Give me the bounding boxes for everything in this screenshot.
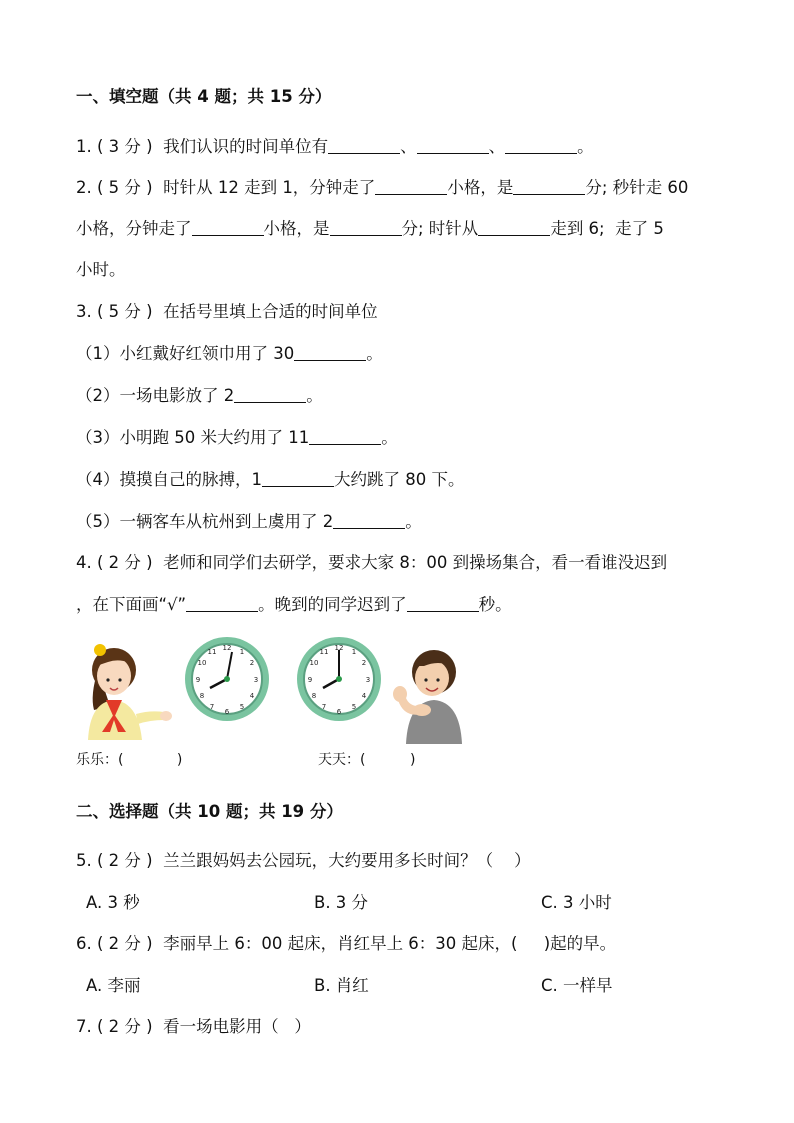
- section2-title: 二、选择题（共 10 题；共 19 分）: [76, 802, 343, 821]
- svg-text:9: 9: [195, 676, 201, 684]
- answer-blank[interactable]: [309, 428, 381, 445]
- svg-text:6: 6: [224, 708, 230, 716]
- caption-tiantian: 天天：( ): [318, 752, 416, 768]
- question-3-head: 3. ( 5 分 ) 在括号里填上合适的时间单位: [76, 302, 378, 321]
- answer-blank[interactable]: [330, 219, 402, 236]
- option-c[interactable]: C. 一样早: [541, 976, 613, 995]
- answer-blank[interactable]: [417, 137, 489, 154]
- answer-blank[interactable]: [262, 470, 334, 487]
- svg-text:8: 8: [311, 692, 317, 700]
- answer-blank[interactable]: [186, 595, 258, 612]
- answer-blank[interactable]: [192, 219, 264, 236]
- question-3-item-2: （2）一场电影放了 2 。: [76, 386, 323, 405]
- svg-text:5: 5: [239, 703, 245, 711]
- svg-text:11: 11: [319, 648, 329, 656]
- question-6: 6. ( 2 分 ) 李丽早上 6：00 起床，肖红早上 6：30 起床，( )起的早。: [76, 934, 617, 953]
- svg-text:3: 3: [253, 676, 259, 684]
- svg-text:4: 4: [249, 692, 255, 700]
- question-5: 5. ( 2 分 ) 兰兰跟妈妈去公园玩，大约要用多长时间？（ ）: [76, 851, 531, 870]
- question-3-item-5: （5）一辆客车从杭州到上虞用了 2 。: [76, 512, 422, 531]
- svg-text:11: 11: [207, 648, 217, 656]
- question-3-item-3: （3）小明跑 50 米大约用了 11 。: [76, 428, 398, 447]
- question-4-line-2: ，在下面画“√” 。晚到的同学迟到了 秒。: [76, 595, 512, 614]
- question-1: 1. ( 3 分 ) 我们认识的时间单位有 、 、 。: [76, 137, 594, 156]
- boy-illustration: [392, 644, 466, 744]
- svg-text:10: 10: [197, 659, 207, 667]
- option-b[interactable]: B. 3 分: [314, 893, 369, 912]
- answer-blank[interactable]: [328, 137, 400, 154]
- question-2-line-1: 2. ( 5 分 ) 时针从 12 走到 1，分钟走了 小格，是 分; 秒针走 60: [76, 178, 689, 197]
- option-a[interactable]: A. 李丽: [86, 976, 141, 995]
- section1-title: 一、填空题（共 4 题；共 15 分）: [76, 87, 332, 106]
- option-c[interactable]: C. 3 小时: [541, 893, 612, 912]
- answer-blank[interactable]: [294, 344, 366, 361]
- question-3-item-1: （1）小红戴好红领巾用了 30 。: [76, 344, 383, 363]
- svg-text:12: 12: [334, 644, 344, 652]
- svg-text:2: 2: [249, 659, 255, 667]
- answer-blank[interactable]: [478, 219, 550, 236]
- svg-text:9: 9: [307, 676, 313, 684]
- option-a[interactable]: A. 3 秒: [86, 893, 140, 912]
- answer-blank[interactable]: [375, 178, 447, 195]
- question-2-line-3: 小时。: [76, 260, 126, 279]
- clock-left-icon: [184, 636, 270, 722]
- girl-illustration: [80, 640, 172, 742]
- option-b[interactable]: B. 肖红: [314, 976, 369, 995]
- answer-blank[interactable]: [505, 137, 577, 154]
- svg-text:1: 1: [239, 648, 245, 656]
- svg-text:2: 2: [361, 659, 367, 667]
- svg-text:7: 7: [209, 703, 215, 711]
- svg-text:5: 5: [351, 703, 357, 711]
- svg-text:3: 3: [365, 676, 371, 684]
- svg-text:7: 7: [321, 703, 327, 711]
- answer-blank[interactable]: [234, 386, 306, 403]
- question-7: 7. ( 2 分 ) 看一场电影用（ ）: [76, 1017, 311, 1036]
- answer-blank[interactable]: [333, 512, 405, 529]
- caption-lele: 乐乐：( ): [76, 752, 183, 768]
- svg-text:1: 1: [351, 648, 357, 656]
- question-2-line-2: 小格，分钟走了 小格，是 分; 时针从 走到 6; 走了 5: [76, 219, 664, 238]
- answer-blank[interactable]: [513, 178, 585, 195]
- question-3-item-4: （4）摸摸自己的脉搏，1 大约跳了 80 下。: [76, 470, 465, 489]
- svg-text:8: 8: [199, 692, 205, 700]
- clock-right-icon: [296, 636, 382, 722]
- svg-text:6: 6: [336, 708, 342, 716]
- svg-text:10: 10: [309, 659, 319, 667]
- answer-blank[interactable]: [407, 595, 479, 612]
- svg-text:12: 12: [222, 644, 232, 652]
- question-4-line-1: 4. ( 2 分 ) 老师和同学们去研学，要求大家 8：00 到操场集合，看一看谁没迟到: [76, 553, 668, 572]
- svg-text:4: 4: [361, 692, 367, 700]
